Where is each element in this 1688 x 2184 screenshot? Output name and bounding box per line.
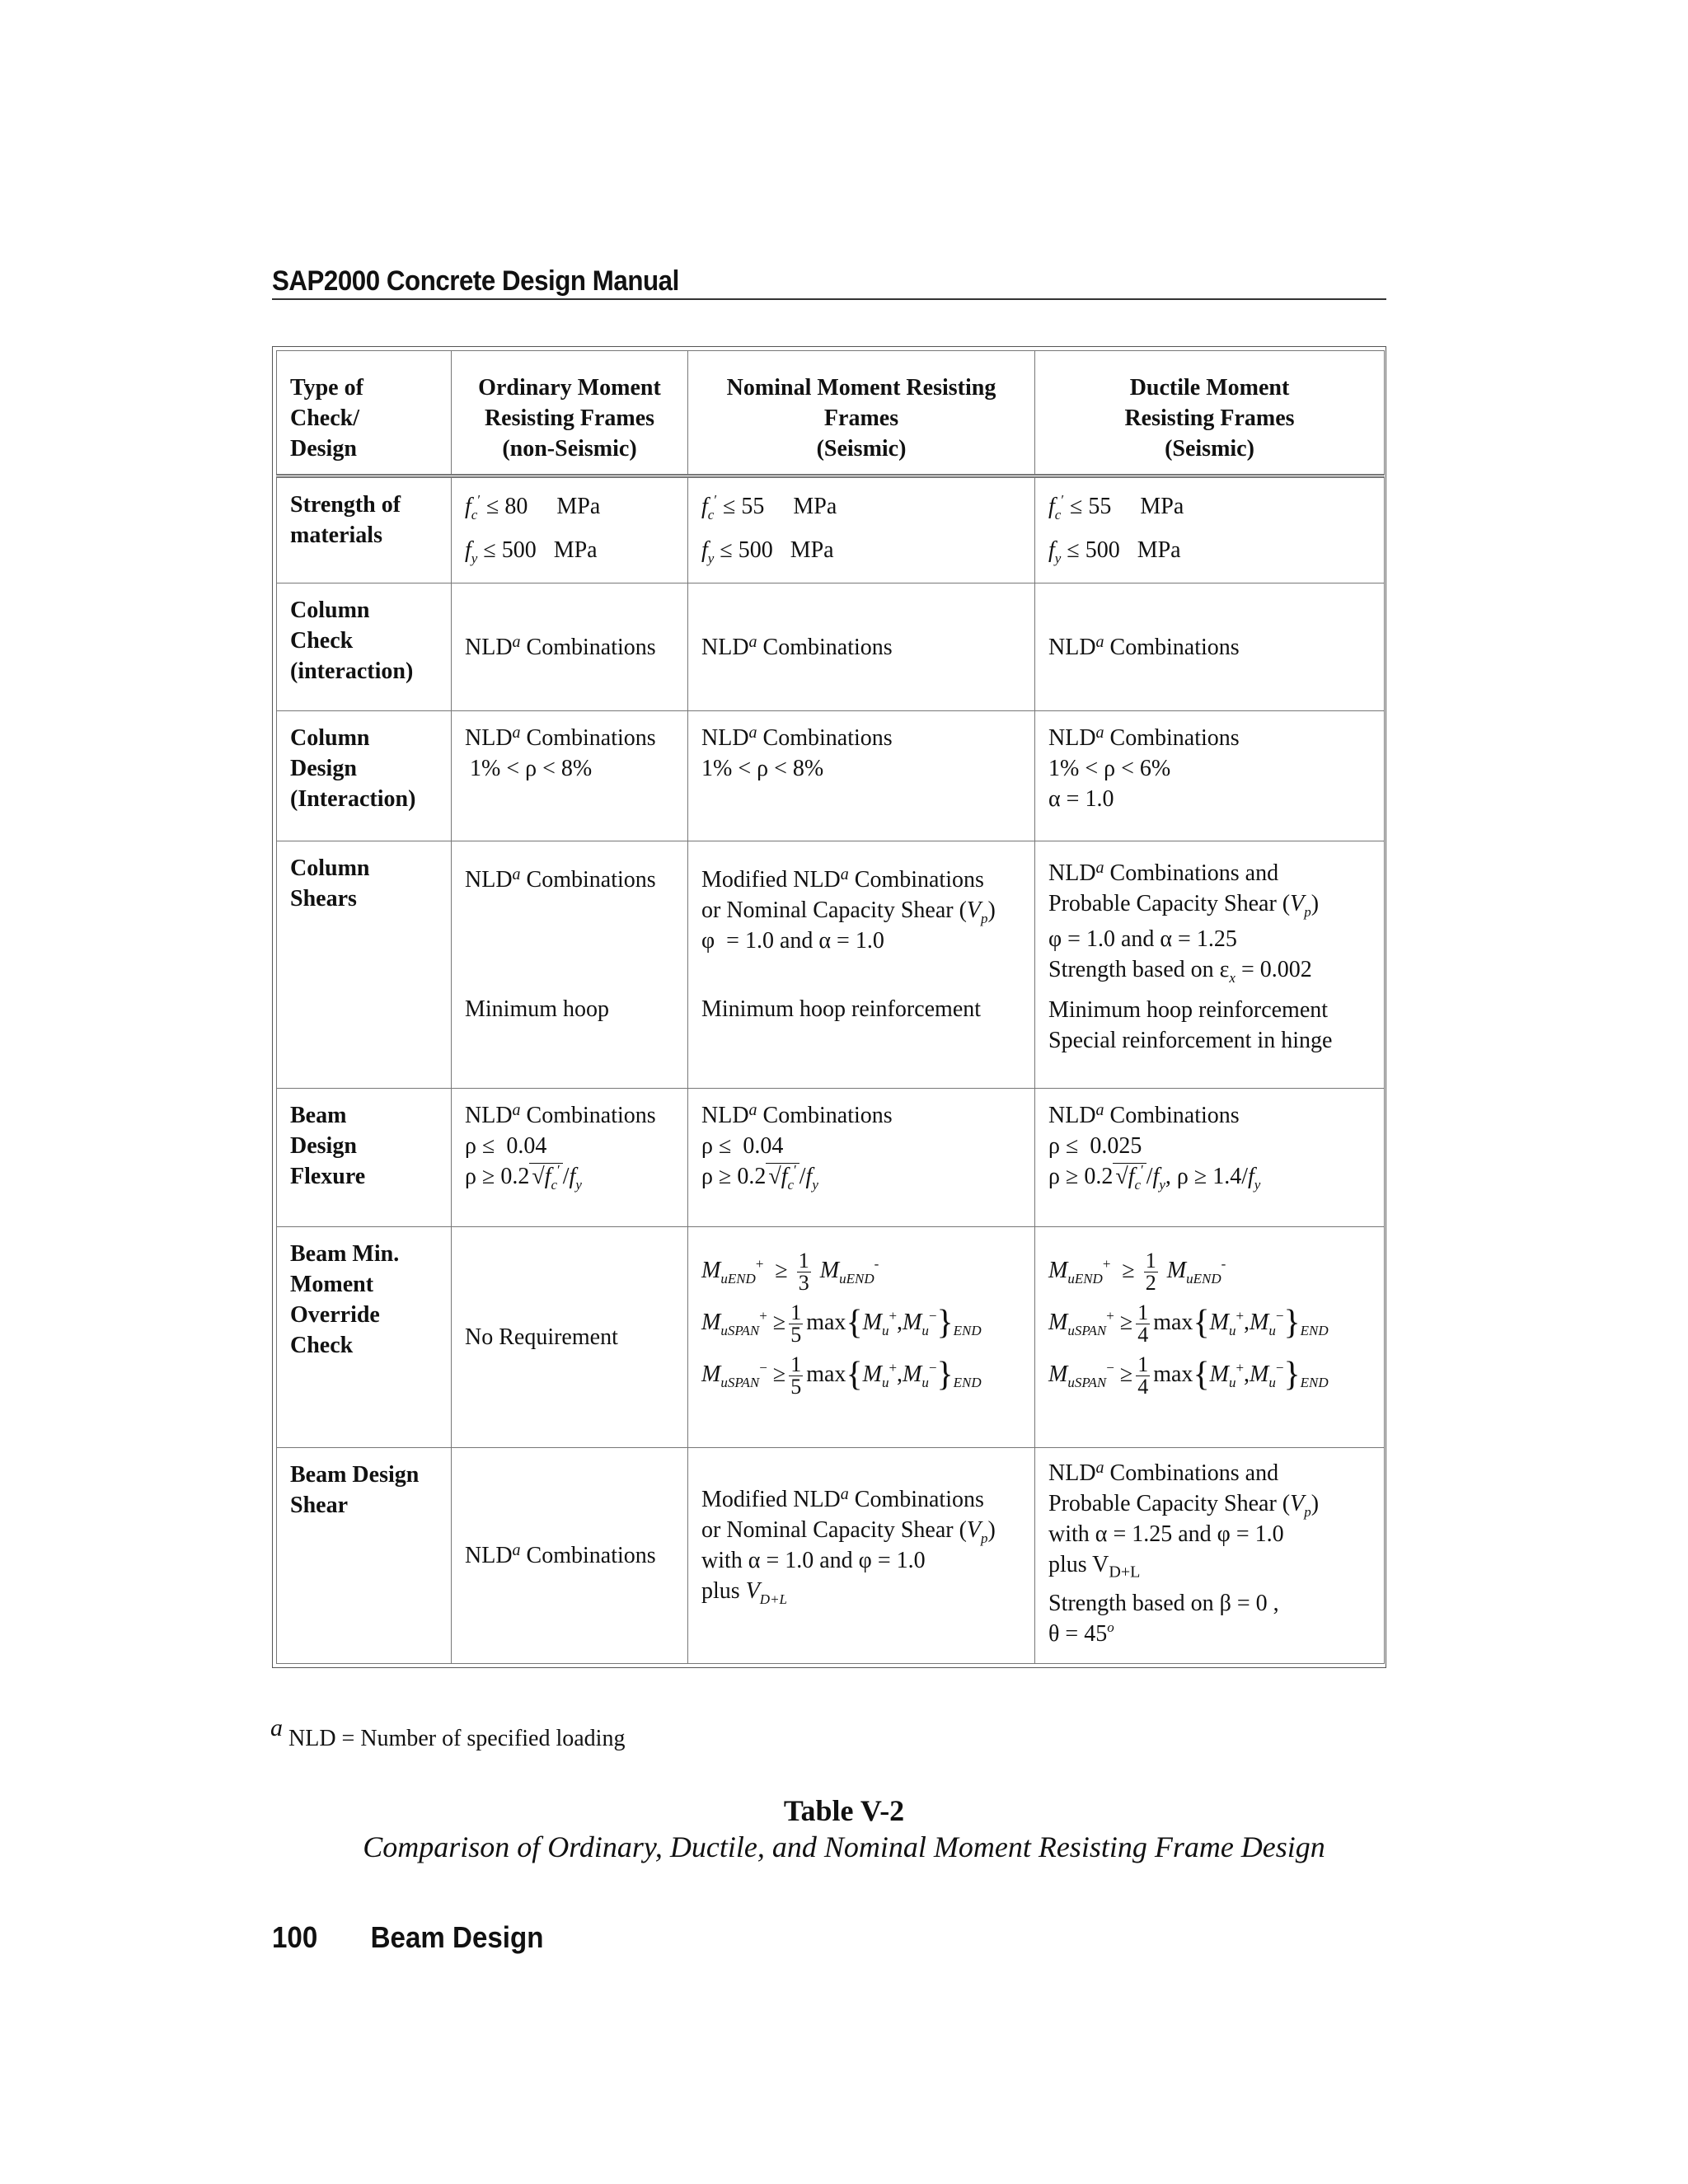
cell-column-check-nominal: NLD$^a$ Combinations [688,583,1035,711]
header-nominal: Nominal Moment Resisting Frames (Seismic) [688,351,1035,476]
cell-column-shears-ordinary: NLD$^a$ Combinations Minimum hoop [452,841,688,1089]
cell-beam-flexure-ductile: NLD$^a$ Combinations ρ ≤ 0.025 ρ ≥ 0.2 $√f_c'$ $/f_y$, $\rho \ge 1.4/f_y$ [1035,1089,1385,1227]
running-head: SAP2000 Concrete Design Manual [272,265,679,297]
cell-column-design-ordinary: NLD$^a$ Combinations 1% < ρ < 8% [452,711,688,841]
row-column-design [277,711,1385,841]
cell-column-shears-nominal: Modified NLD$^a$ Combinations or Nominal Capacity Shear $(V_p)$ φ = 1.0 and α = 1.0 Minimum hoop reinforcement [688,841,1035,1089]
row-label-beam-shear: Beam Design Shear [277,1448,452,1664]
cell-beam-shear-ductile: NLD$^a$ Combinations and Probable Capacity Shear $(V_p)$ with α = 1.25 and φ = 1.0 plus $V_{D+L}$ Strength based on β = 0 , $\theta = 45^o$ [1035,1448,1385,1664]
header-rule [272,298,1386,300]
cell-beam-min-ordinary: No Requirement [452,1227,688,1448]
cell-beam-flexure-ordinary: NLD$^a$ Combinations ρ ≤ 0.04 ρ ≥ 0.2 $√f_c'$ $/f_y$ [452,1089,688,1227]
page-number: 100 [272,1920,318,1954]
cell-beam-min-ductile: $M_{uEND}^+$ ≥ $\frac{1}{2}$ $M_{uEND}^-$ $M_{uSPAN}^+$ ≥ $\frac{1}{4}$ $\max\{M_u^+,M_u^-\}_{END}$ $M_{uSPAN}^-$ ≥ $\frac{1}{4}$ $\max\{M_u^+,M_u^-\}_{END}$ [1035,1227,1385,1448]
row-beam-design-shear [277,1448,1385,1664]
row-label-column-shears: Column Shears [277,841,452,1089]
footer-section-title: Beam Design [370,1920,544,1954]
table-footnote [270,1714,625,1752]
row-column-check [277,583,1385,711]
cell-beam-min-nominal: $M_{uEND}^+$ ≥ $\frac{1}{3}$ $M_{uEND}^-$ $M_{uSPAN}^+$ ≥ $\frac{1}{5}$ $\max\{M_u^+,M_u^-\}_{END}$ $M_{uSPAN}^-$ ≥ $\frac{1}{5}$ $\max\{M_u^+,M_u^-\}_{END}$ [688,1227,1035,1448]
row-beam-min-moment [277,1227,1385,1448]
row-column-shears [277,841,1385,1089]
cell-column-shears-ductile: NLD$^a$ Combinations and Probable Capacity Shear $(V_p)$ φ = 1.0 and α = 1.25 Strength based on $\varepsilon_x = 0.002$ Minimum hoop reinforcement Special reinforcement in hinge [1035,841,1385,1089]
cell-beam-shear-ordinary: NLD$^a$ Combinations [452,1448,688,1664]
cell-column-design-ductile: NLD$^a$ Combinations 1% < ρ < 6% α = 1.0 [1035,711,1385,841]
cell-column-design-nominal: NLD$^a$ Combinations 1% < ρ < 8% [688,711,1035,841]
row-label-beam-min-moment: Beam Min. Moment Override Check [277,1227,452,1448]
cell-column-check-ductile: NLD$^a$ Combinations [1035,583,1385,711]
cell-strength-ordinary: $f_c' \le 80$ MPa $f_y \le 500$ MPa [452,476,688,583]
header-ductile: Ductile Moment Resisting Frames (Seismic) [1035,351,1385,476]
page-footer [272,1920,543,1955]
row-strength-of-materials [277,476,1385,583]
cell-strength-nominal: $f_c' \le 55$ MPa $f_y \le 500$ MPa [688,476,1035,583]
header-ordinary: Ordinary Moment Resisting Frames (non-Seismic) [452,351,688,476]
header-type-of-check: Type of Check/ Design [277,351,452,476]
cell-beam-flexure-nominal: NLD$^a$ Combinations ρ ≤ 0.04 ρ ≥ 0.2 $√f_c'$ $/f_y$ [688,1089,1035,1227]
row-label-column-design: Column Design (Interaction) [277,711,452,841]
row-label-column-check: Column Check (interaction) [277,583,452,711]
row-label-strength: Strength of materials [277,476,452,583]
table-header-row [277,351,1385,476]
table-caption-title: Table V-2 [783,1794,905,1827]
row-beam-design-flexure [277,1089,1385,1227]
cell-strength-ductile: $f_c' \le 55$ MPa $f_y \le 500$ MPa [1035,476,1385,583]
footnote-text: NLD = Number of specified loading [288,1726,626,1751]
comparison-table-frame [272,346,1386,1668]
footnote-mark: a [270,1714,283,1741]
cell-column-check-ordinary: NLD$^a$ Combinations [452,583,688,711]
comparison-table [276,350,1385,1664]
table-caption-text: Comparison of Ordinary, Ductile, and Nominal Moment Resisting Frame Design [363,1830,1325,1863]
cell-beam-shear-nominal: Modified NLD$^a$ Combinations or Nominal Capacity Shear $(V_p)$ with α = 1.0 and φ = 1.0 plus $V_{D+L}$ [688,1448,1035,1664]
row-label-beam-flexure: Beam Design Flexure [277,1089,452,1227]
